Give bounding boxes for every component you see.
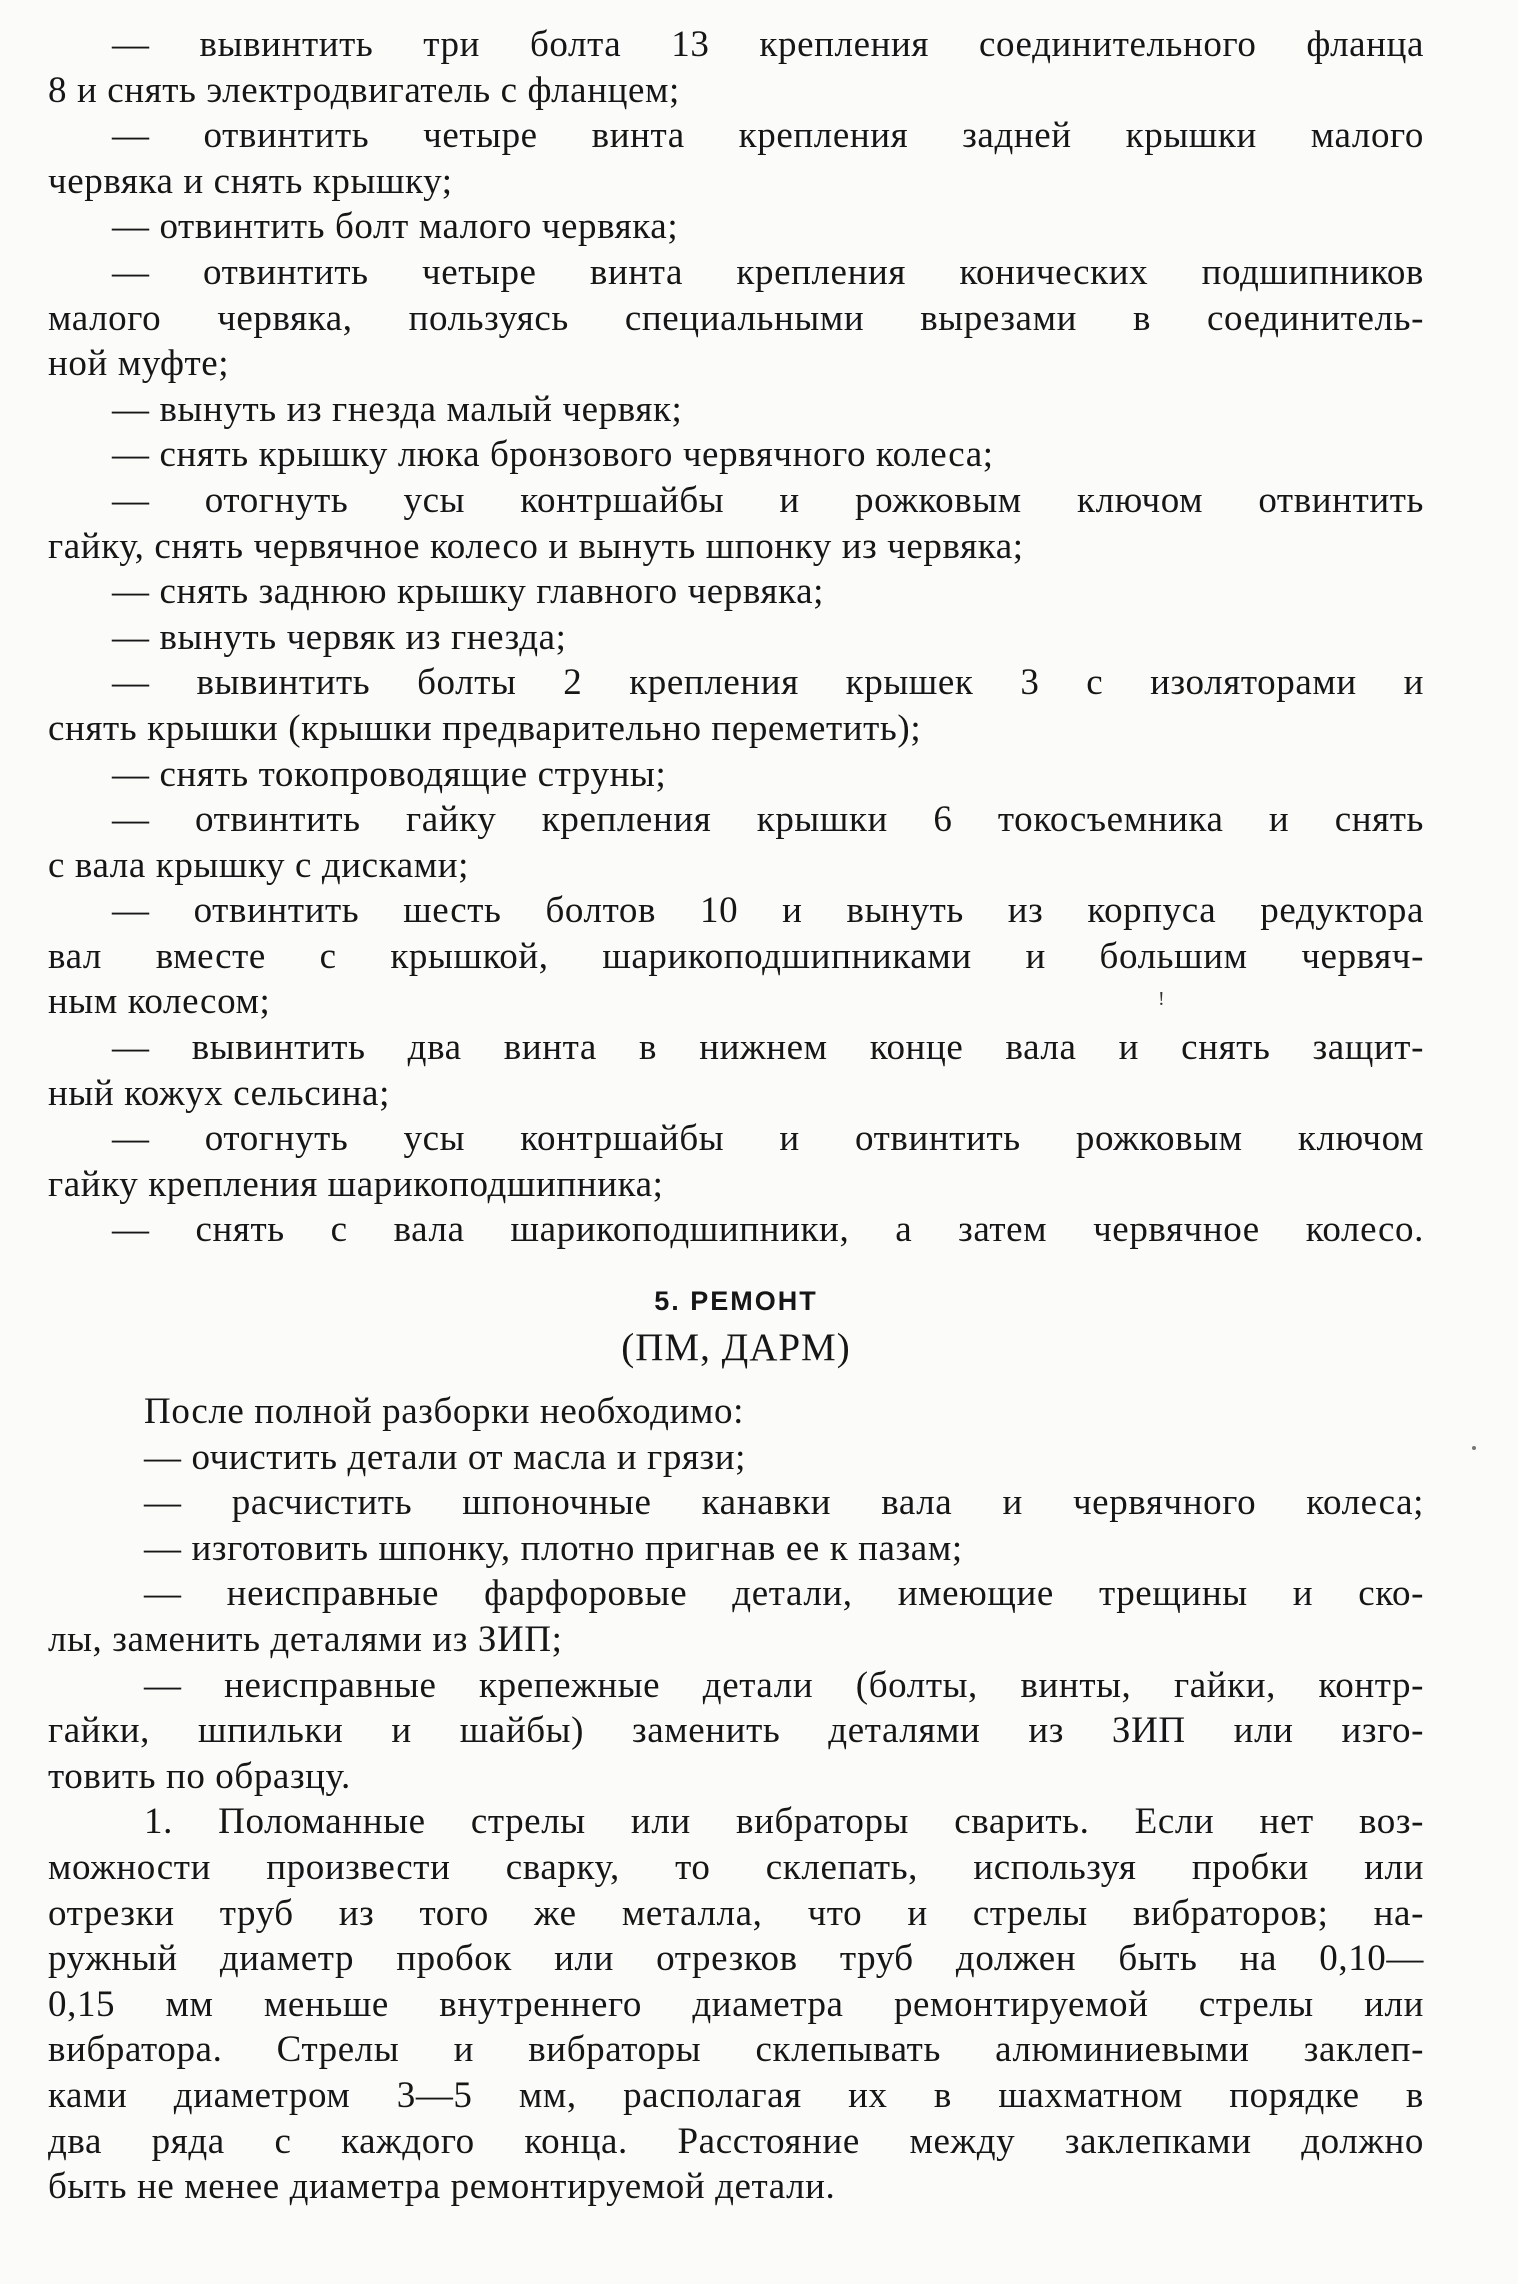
text-line: ный кожух сельсина; [48, 1072, 390, 1114]
text-line: — неисправные крепежные детали (болты, винты, гайки, контр- [144, 1664, 1424, 1706]
text-line: — неисправные фарфоровые детали, имеющие трещины и ско- [144, 1573, 1424, 1615]
text-line: — отвинтить четыре винта крепления задней крышки малого [112, 115, 1424, 157]
text-line: можности произвести сварку, то склепать, используя пробки или [48, 1846, 1424, 1888]
text-line: отрезки труб из того же металла, что и стрелы вибраторов; на- [48, 1892, 1424, 1934]
text-line: 1. Поломанные стрелы или вибраторы сварить. Если нет воз- [144, 1801, 1424, 1843]
text-line: быть не менее диаметра ремонтируемой детали. [48, 2166, 836, 2208]
document-page [48, 22, 1424, 2210]
text-line: — снять токопроводящие струны; [112, 753, 667, 795]
text-line: — вынуть из гнезда малый червяк; [112, 388, 683, 430]
text-line: — очистить детали от масла и грязи; [144, 1436, 747, 1478]
text-line: вал вместе с крышкой, шарикоподшипниками и большим червяч- [48, 935, 1424, 977]
text-line: После полной разборки необходимо: [144, 1391, 745, 1433]
text-line: 0,15 мм меньше внутреннего диаметра ремонтируемой стрелы или [48, 1983, 1424, 2025]
section-subheading: (ПМ, ДАРМ) [621, 1326, 851, 1370]
text-line: гайку, снять червячное колесо и вынуть шпонку из червяка; [48, 525, 1024, 567]
text-line: вибратора. Стрелы и вибраторы склепывать алюминиевыми заклеп- [48, 2029, 1424, 2071]
text-line: — отвинтить болт малого червяка; [112, 206, 679, 248]
text-line: гайку крепления шарикоподшипника; [48, 1163, 664, 1205]
text-line: — снять крышку люка бронзового червячного колеса; [112, 434, 994, 476]
text-line: червяка и снять крышку; [48, 160, 453, 202]
text-line: — отогнуть усы контршайбы и рожковым ключом отвинтить [112, 479, 1424, 521]
text-line: снять крышки (крышки предварительно переметить); [48, 707, 922, 749]
text-line: — вывинтить два винта в нижнем конце вала и снять защит- [112, 1027, 1424, 1069]
text-line: ками диаметром 3—5 мм, располагая их в шахматном порядке в [48, 2074, 1424, 2116]
text-line: — снять заднюю крышку главного червяка; [112, 571, 825, 613]
text-line: — снять с вала шарикоподшипники, а затем червячное колесо. [112, 1209, 1424, 1251]
text-line: — отвинтить гайку крепления крышки 6 токосъемника и снять [112, 799, 1424, 841]
text-line: два ряда с каждого конца. Расстояние между заклепками должно [48, 2120, 1424, 2162]
section-heading: 5. РЕМОНТ [654, 1286, 818, 1317]
stray-mark: ! [1158, 988, 1165, 1010]
text-line: — изготовить шпонку, плотно пригнав ее к пазам; [144, 1527, 963, 1569]
ink-speck [1472, 1446, 1476, 1450]
text-line: — расчистить шпоночные канавки вала и червячного колеса; [144, 1482, 1424, 1524]
text-line: — вынуть червяк из гнезда; [112, 616, 567, 658]
text-line: лы, заменить деталями из ЗИП; [48, 1619, 563, 1660]
text-line: — отвинтить шесть болтов 10 и вынуть из корпуса редуктора [112, 890, 1424, 932]
text-line: с вала крышку с дисками; [48, 844, 470, 886]
text-line: — отвинтить четыре винта крепления конических подшипников [112, 251, 1424, 293]
text-line: 8 и снять электродвигатель с фланцем; [48, 69, 680, 111]
text-line: ным колесом; [48, 981, 271, 1023]
text-line: ной муфте; [48, 343, 230, 385]
text-line: малого червяка, пользуясь специальными вырезами в соединитель- [48, 297, 1424, 339]
text-line: — отогнуть усы контршайбы и отвинтить рожковым ключом [112, 1118, 1424, 1160]
text-line: — вывинтить три болта 13 крепления соединительного фланца [112, 24, 1424, 65]
text-line: — вывинтить болты 2 крепления крышек 3 с изоляторами и [112, 662, 1424, 704]
text-line: товить по образцу. [48, 1755, 351, 1797]
text-line: гайки, шпильки и шайбы) заменить деталями из ЗИП или изго- [48, 1710, 1424, 1752]
text-line: ружный диаметр пробок или отрезков труб должен быть на 0,10— [48, 1938, 1424, 1980]
